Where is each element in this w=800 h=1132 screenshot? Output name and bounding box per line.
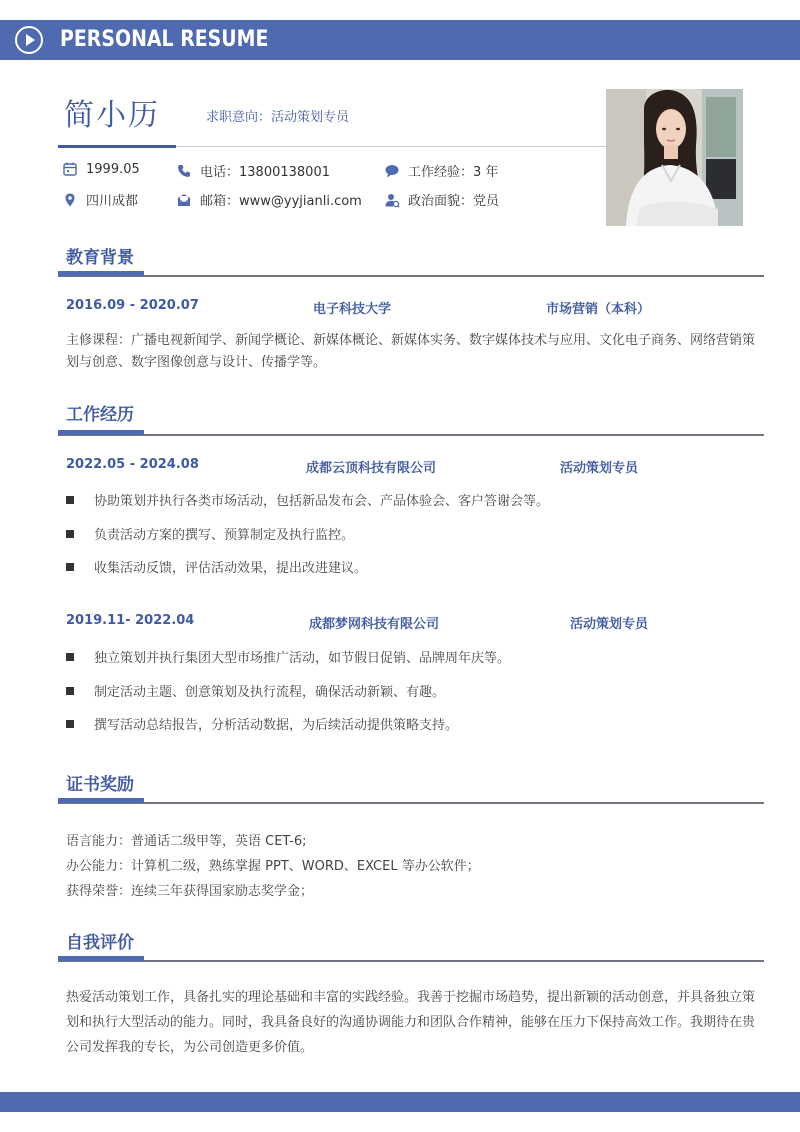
work-heading: 工作经历 (66, 405, 134, 425)
certificate-item: 办公能力：计算机二级，熟练掌握 PPT、WORD、EXCEL 等办公软件； (66, 859, 480, 874)
play-icon (15, 26, 43, 54)
bullet-square-icon (66, 530, 74, 538)
candidate-name: 简小历 (64, 98, 160, 133)
bullet-square-icon (66, 687, 74, 695)
certificate-item: 语言能力：普通话二级甲等，英语 CET-6; (66, 834, 307, 849)
evaluation-divider-accent (58, 956, 144, 961)
bullet-square-icon (66, 653, 74, 661)
phone-number: 电话：13800138001 (200, 165, 330, 180)
job-duty (66, 714, 458, 733)
education-courses: 主修课程：广播电视新闻学、新闻学概论、新媒体概论、新媒体实务、数字媒体技术与应用、文化电子商务、网络营销策划与创意、数字图像创意与设计、传播学等。 (66, 333, 756, 370)
job-duty-text: 收集活动反馈，评估活动效果，提出改进建议。 (94, 561, 368, 576)
certificates-divider-accent (58, 798, 144, 803)
education-major: 市场营销（本科） (546, 302, 651, 317)
bullet-square-icon (66, 563, 74, 571)
job-duty (66, 524, 354, 543)
phone-info (176, 161, 330, 180)
certificates-divider (58, 802, 764, 804)
bullet-square-icon (66, 720, 74, 728)
job-company: 成都云顶科技有限公司 (306, 461, 437, 476)
job-duty-text: 制定活动主题、创意策划及执行流程，确保活动新颖、有趣。 (94, 685, 446, 700)
birth-info (62, 161, 140, 177)
job-duty (66, 647, 510, 666)
work-divider (58, 434, 764, 436)
job-duty (66, 681, 445, 700)
location: 四川成都 (86, 194, 139, 209)
work-divider-accent (58, 430, 144, 435)
job-position: 活动策划专员 (560, 461, 639, 476)
job-period: 2022.05 - 2024.08 (66, 457, 199, 472)
work-experience-years: 工作经验：3 年 (408, 165, 499, 180)
job-duty-text: 负责活动方案的撰写、预算制定及执行监控。 (94, 528, 355, 543)
political-status: 政治面貌：党员 (408, 194, 500, 209)
location-info (62, 190, 138, 209)
email-address: 邮箱：www@yyjianli.com (200, 194, 362, 209)
location-pin-icon (62, 192, 78, 208)
footer-banner (0, 1092, 800, 1112)
person-icon (384, 192, 400, 208)
bullet-square-icon (66, 496, 74, 504)
education-period: 2016.09 - 2020.07 (66, 298, 199, 313)
evaluation-divider (58, 960, 764, 962)
evaluation-heading: 自我评价 (66, 933, 134, 953)
certificate-item: 获得荣誉：连续三年获得国家励志奖学金； (66, 884, 314, 899)
politics-info (384, 190, 499, 209)
job-intent: 求职意向：活动策划专员 (206, 110, 350, 125)
email-info (176, 190, 362, 209)
education-heading: 教育背景 (66, 248, 134, 268)
education-divider-accent (58, 271, 144, 276)
job-duty-text: 撰写活动总结报告，分析活动数据，为后续活动提供策略支持。 (94, 718, 459, 733)
calendar-icon (62, 161, 78, 177)
chat-icon (384, 163, 400, 179)
education-divider (58, 275, 764, 277)
evaluation-text: 热爱活动策划工作，具备扎实的理论基础和丰富的实践经验。我善于挖掘市场趋势，提出新颖的活动创意，并具备独立策划和执行大型活动的能力。同时，我具备良好的沟通协调能力和团队合作精神，能够在压力下保持高效工作。我期待在贵公司发挥我的专长，为公司创造更多价值。 (66, 990, 756, 1055)
job-duty-text: 协助策划并执行各类市场活动，包括新品发布会、产品体验会、客户答谢会等。 (94, 494, 550, 509)
header-banner (0, 20, 800, 60)
job-period: 2019.11- 2022.04 (66, 613, 195, 628)
name-divider-accent (58, 145, 176, 148)
mail-icon (176, 192, 192, 208)
birth-date: 1999.05 (86, 161, 140, 177)
experience-info (384, 161, 498, 180)
job-company: 成都梦网科技有限公司 (309, 617, 440, 632)
job-duty (66, 557, 367, 576)
job-position: 活动策划专员 (570, 617, 649, 632)
job-duty (66, 490, 549, 509)
phone-icon (176, 163, 192, 179)
certificates-heading: 证书奖励 (66, 775, 134, 795)
resume-title: PERSONAL RESUME (60, 27, 269, 52)
education-school: 电子科技大学 (313, 302, 392, 317)
job-duty-text: 独立策划并执行集团大型市场推广活动，如节假日促销、品牌周年庆等。 (94, 651, 511, 666)
profile-photo (606, 89, 743, 226)
